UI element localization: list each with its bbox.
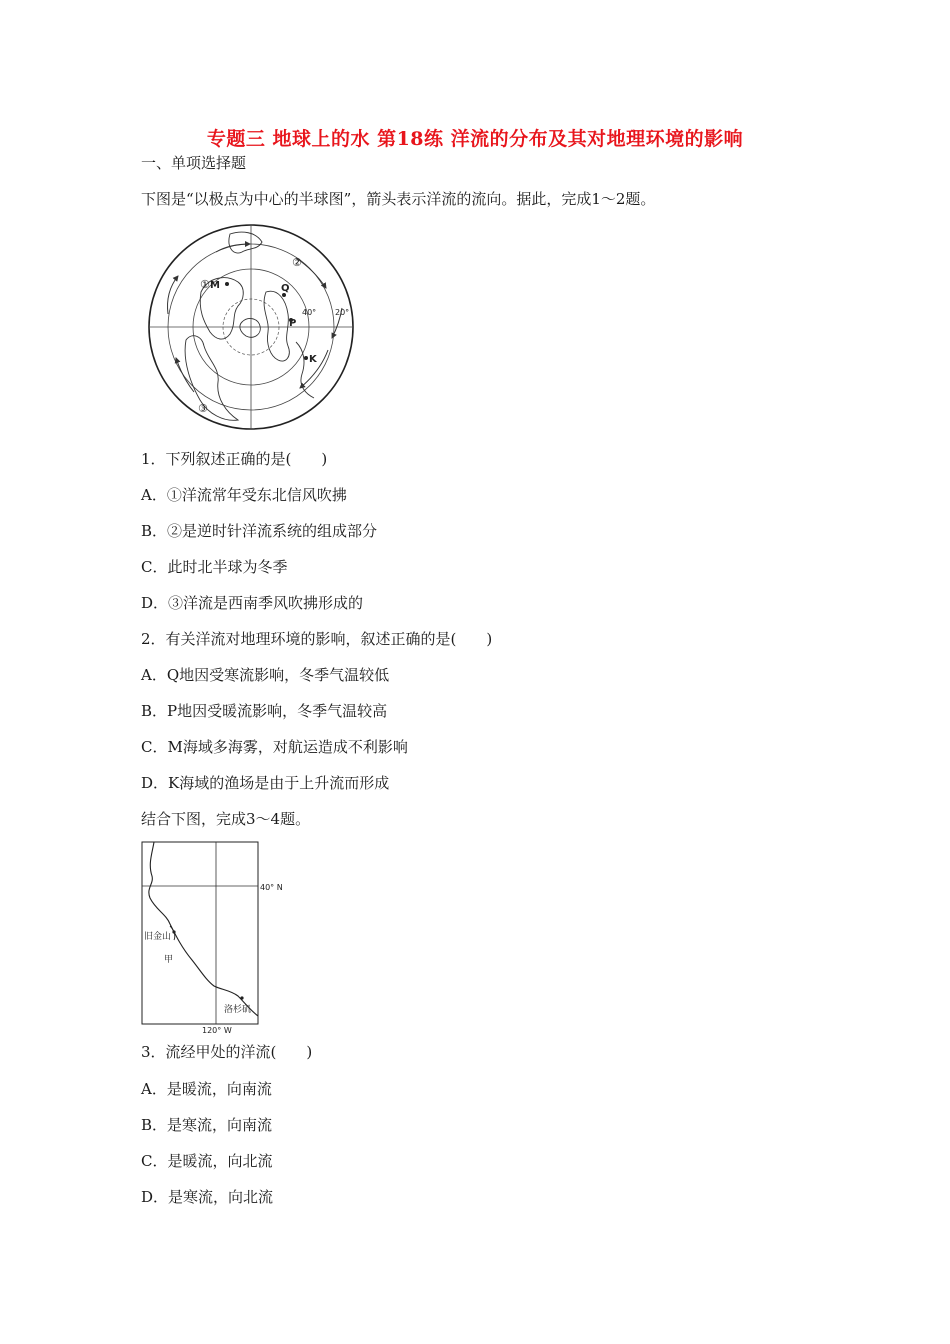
- label-jia: 甲: [164, 955, 174, 965]
- q1-option-a: A．①洋流常年受东北信风吹拂: [141, 486, 347, 504]
- page-title: 专题三 地球上的水 第18练 洋流的分布及其对地理环境的影响: [206, 128, 744, 150]
- q1-option-d: D．③洋流是西南季风吹拂形成的: [141, 594, 364, 612]
- label-lon-120w: 120° W: [202, 1026, 232, 1035]
- label-m: M: [210, 280, 220, 291]
- intro-text-2: 结合下图，完成3～4题。: [141, 810, 311, 828]
- q1-option-c: C．此时北半球为冬季: [141, 558, 288, 576]
- q3-stem: 3．流经甲处的洋流( ): [141, 1043, 313, 1061]
- q2-option-d: D．K海域的渔场是由于上升流而形成: [141, 774, 390, 792]
- polar-hemisphere-map: [146, 222, 356, 432]
- q2-option-c: C．M海域多海雾，对航运造成不利影响: [141, 738, 408, 756]
- label-san-francisco: 旧金山: [144, 932, 172, 942]
- label-lat-20: 20°: [335, 308, 350, 317]
- label-lat-40: 40°: [302, 308, 317, 317]
- label-los-angeles: 洛杉矶: [224, 1005, 252, 1015]
- point-k-marker: [304, 356, 308, 360]
- q3-option-a: A．是暖流，向南流: [141, 1080, 272, 1098]
- q3-option-b: B．是寒流，向南流: [141, 1116, 273, 1134]
- label-current-3: ③: [198, 402, 208, 415]
- section-heading: 一、单项选择题: [141, 154, 247, 172]
- intro-text-1: 下图是“以极点为中心的半球图”，箭头表示洋流的流向。据此，完成1～2题。: [141, 190, 656, 208]
- label-current-1: ①: [200, 278, 210, 291]
- point-m-marker: [225, 282, 229, 286]
- q3-option-c: C．是暖流，向北流: [141, 1152, 273, 1170]
- label-lat-40n: 40° N: [260, 883, 283, 892]
- label-q: Q: [281, 283, 290, 294]
- q1-stem: 1．下列叙述正确的是( ): [141, 450, 328, 468]
- label-k: K: [309, 354, 317, 365]
- california-coast-map: [140, 840, 290, 1036]
- q3-option-d: D．是寒流，向北流: [141, 1188, 274, 1206]
- san-francisco-marker: [172, 930, 175, 933]
- q2-option-b: B．P地因受暖流影响，冬季气温较高: [141, 702, 388, 720]
- label-current-2: ②: [292, 256, 302, 269]
- q1-option-b: B．②是逆时针洋流系统的组成部分: [141, 522, 378, 540]
- label-p: P: [289, 318, 297, 329]
- los-angeles-marker: [240, 996, 243, 999]
- q2-option-a: A．Q地因受寒流影响，冬季气温较低: [141, 666, 390, 684]
- q2-stem: 2．有关洋流对地理环境的影响，叙述正确的是( ): [141, 630, 493, 648]
